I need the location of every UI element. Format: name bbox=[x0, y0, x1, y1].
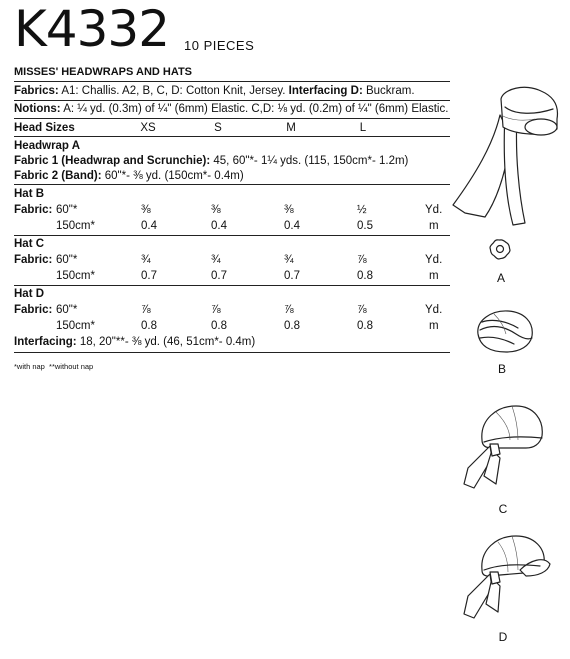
headwrap-a-fabric2 bbox=[14, 171, 244, 183]
divider bbox=[14, 81, 450, 82]
interfacing-line bbox=[14, 337, 255, 349]
hat-b-yd-l: ½ bbox=[357, 204, 367, 216]
hat-b-width-cm: 150cm* bbox=[56, 220, 95, 232]
size-m: M bbox=[286, 122, 296, 134]
fabrics-line bbox=[14, 86, 415, 98]
hat-b-yd-xs: ⅜ bbox=[141, 204, 151, 216]
divider bbox=[14, 285, 450, 286]
view-d-label: D bbox=[498, 630, 508, 644]
pieces-count: 10 PIECES bbox=[184, 38, 255, 53]
head-sizes-label: Head Sizes bbox=[14, 122, 75, 134]
hat-c-m-xs: 0.7 bbox=[141, 270, 157, 282]
hat-b-title: Hat B bbox=[14, 188, 45, 200]
view-d-illustration bbox=[460, 530, 552, 622]
fabrics-interfacing-label: Interfacing D: bbox=[288, 85, 363, 97]
size-l: L bbox=[359, 122, 367, 134]
notions-text: A: ¼ yd. (0.3m) of ¼" (6mm) Elastic. C,D: ⅛ yd. (0.2m) of ¼" (6mm) Elastic. bbox=[63, 103, 449, 115]
fabric1-label: Fabric 1 (Headwrap and Scrunchie): bbox=[14, 155, 211, 167]
hat-b-unit-yd: Yd. bbox=[425, 204, 443, 216]
hat-b-yd-m: ⅜ bbox=[284, 204, 294, 216]
interfacing-text: 18, 20"**- ⅜ yd. (46, 51cm*- 0.4m) bbox=[79, 336, 256, 348]
pattern-title: MISSES' HEADWRAPS AND HATS bbox=[14, 66, 193, 78]
interfacing-label: Interfacing: bbox=[14, 336, 77, 348]
hat-c-unit-yd: Yd. bbox=[425, 254, 443, 266]
hat-d-unit-m: m bbox=[429, 320, 439, 332]
hat-d-m-l: 0.8 bbox=[357, 320, 373, 332]
hat-d-title: Hat D bbox=[14, 288, 45, 300]
size-xs: XS bbox=[140, 122, 156, 134]
hat-d-width-in: 60"* bbox=[56, 304, 78, 316]
footnote-without-nap: **without nap bbox=[49, 362, 94, 371]
hat-d-yd-l: ⅞ bbox=[357, 304, 367, 316]
notions-label: Notions: bbox=[14, 103, 61, 115]
hat-b-m-s: 0.4 bbox=[211, 220, 227, 232]
view-c-illustration bbox=[462, 400, 548, 492]
fabric2-label: Fabric 2 (Band): bbox=[14, 170, 102, 182]
hat-c-width-cm: 150cm* bbox=[56, 270, 95, 282]
fabrics-interfacing-text: Buckram. bbox=[365, 85, 415, 97]
headwrap-a-title: Headwrap A bbox=[14, 140, 81, 152]
divider bbox=[14, 118, 450, 119]
hat-c-yd-xs: ¾ bbox=[141, 254, 151, 266]
hat-c-m-l: 0.8 bbox=[357, 270, 373, 282]
hat-b-width-in: 60"* bbox=[56, 204, 78, 216]
hat-c-yd-m: ¾ bbox=[284, 254, 294, 266]
hat-d-unit-yd: Yd. bbox=[425, 304, 443, 316]
notions-line bbox=[14, 104, 448, 116]
footnote-with-nap: *with nap bbox=[14, 362, 45, 371]
hat-c-title: Hat C bbox=[14, 238, 45, 250]
footnote bbox=[14, 363, 93, 371]
fabrics-text: A1: Challis. A2, B, C, D: Cotton Knit, Jersey. bbox=[61, 85, 286, 97]
hat-d-m-s: 0.8 bbox=[211, 320, 227, 332]
hat-b-unit-m: m bbox=[429, 220, 439, 232]
view-c-label: C bbox=[498, 502, 508, 516]
fabrics-label: Fabrics: bbox=[14, 85, 59, 97]
hat-c-yd-s: ¾ bbox=[211, 254, 221, 266]
hat-c-fabric-label: Fabric: bbox=[14, 254, 53, 266]
hat-d-yd-m: ⅞ bbox=[284, 304, 294, 316]
divider bbox=[14, 136, 450, 137]
hat-c-unit-m: m bbox=[429, 270, 439, 282]
view-a-illustration bbox=[445, 85, 565, 235]
hat-d-yd-s: ⅞ bbox=[211, 304, 221, 316]
fabric2-text: 60"*- ⅜ yd. (150cm*- 0.4m) bbox=[104, 170, 244, 182]
headwrap-a-fabric1 bbox=[14, 156, 408, 168]
hat-b-m-xs: 0.4 bbox=[141, 220, 157, 232]
hat-d-fabric-label: Fabric: bbox=[14, 304, 53, 316]
divider bbox=[14, 184, 450, 185]
hat-b-fabric-label: Fabric: bbox=[14, 204, 53, 216]
hat-c-m-s: 0.7 bbox=[211, 270, 227, 282]
view-b-illustration bbox=[474, 308, 536, 356]
divider bbox=[14, 100, 450, 101]
hat-d-yd-xs: ⅞ bbox=[141, 304, 151, 316]
pattern-number: K4332 bbox=[14, 0, 170, 58]
hat-d-width-cm: 150cm* bbox=[56, 320, 95, 332]
fabric1-text: 45, 60"*- 1¼ yds. (115, 150cm*- 1.2m) bbox=[213, 155, 409, 167]
hat-b-m-l: 0.5 bbox=[357, 220, 373, 232]
view-b-label: B bbox=[497, 362, 507, 376]
hat-c-width-in: 60"* bbox=[56, 254, 78, 266]
scrunchie-illustration bbox=[489, 238, 511, 260]
hat-b-yd-s: ⅜ bbox=[211, 204, 221, 216]
view-a-label: A bbox=[496, 271, 506, 285]
size-s: S bbox=[214, 122, 222, 134]
divider bbox=[14, 235, 450, 236]
hat-d-m-m: 0.8 bbox=[284, 320, 300, 332]
divider bbox=[14, 352, 450, 353]
hat-c-m-m: 0.7 bbox=[284, 270, 300, 282]
hat-b-m-m: 0.4 bbox=[284, 220, 300, 232]
hat-c-yd-l: ⅞ bbox=[357, 254, 367, 266]
hat-d-m-xs: 0.8 bbox=[141, 320, 157, 332]
